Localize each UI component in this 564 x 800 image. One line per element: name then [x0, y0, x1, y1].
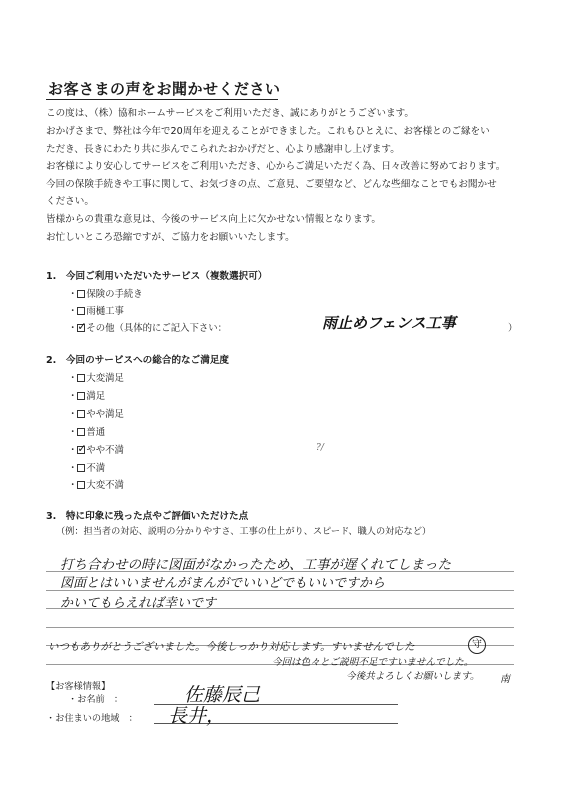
option-label: 雨樋工事: [86, 306, 124, 317]
reply-line-1: いつもありがとうございました。今後しっかり対応します。すいませんでした: [48, 641, 415, 653]
page-title: お客さまの声をお聞かせください: [48, 80, 281, 98]
bullet: ・: [68, 463, 78, 474]
bullet: ・: [68, 409, 78, 420]
checkbox[interactable]: [77, 428, 85, 436]
q2-option-very-satisfied[interactable]: [68, 370, 124, 384]
q1-title: 1. 今回ご利用いただいたサービス（複数選択可）: [46, 271, 268, 282]
q2-title: 2. 今回のサービスへの総合的なご満足度: [46, 355, 230, 366]
intro-line-6: ください。: [46, 196, 94, 207]
bullet: ・: [68, 391, 78, 402]
reply-stamp-mark: 守: [468, 636, 486, 654]
option-label: 普通: [86, 427, 106, 438]
q1-other-answer[interactable]: 雨止めフェンス工事: [322, 314, 456, 332]
bullet: ・: [68, 480, 78, 491]
customer-name-value[interactable]: 佐藤辰己: [184, 684, 261, 706]
checkbox[interactable]: [77, 290, 85, 298]
intro-line-1: この度は、（株）協和ホームサービスをご利用いただき、誠にありがとうございます。: [46, 108, 415, 119]
checkbox-checked[interactable]: [77, 324, 85, 332]
q2-option-somewhat-satisfied[interactable]: [68, 406, 124, 420]
checkbox-checked[interactable]: [77, 446, 85, 454]
customer-area-label: ・お住まいの地域 ：: [46, 713, 138, 724]
intro-line-4: お客様により安心してサービスをご利用いただき、心からご満足いただく為、日々改善に努めております。: [46, 161, 506, 172]
option-label: 保険の手続き: [86, 289, 143, 300]
intro-line-5: 今回の保険手続きや工事に関して、お気づきの点、ご意見、ご要望など、どんな些細なことでもお聞かせ: [46, 179, 497, 190]
intro-line-8: お忙しいところ恐縮ですが、ご協力をお願いいたします。: [46, 232, 295, 243]
writing-line: [46, 627, 514, 628]
checkbox[interactable]: [77, 410, 85, 418]
option-label: その他（具体的にご記入下さい：: [86, 323, 228, 334]
checkbox[interactable]: [77, 307, 85, 315]
q2-option-very-dissatisfied[interactable]: [68, 477, 124, 491]
customer-name-label: ・お名前 ：: [68, 694, 124, 705]
checkbox[interactable]: [77, 374, 85, 382]
q3-answer-line-2: 図面とはいいませんがまんがでいいどでもいいですから: [60, 576, 386, 591]
pen-scribble: ?/: [316, 443, 324, 453]
bullet: ・: [68, 373, 78, 384]
intro-line-3: ただき、長きにわたり共に歩んでこられたおかげだと、心より感謝申し上げます。: [46, 144, 400, 155]
q2-option-dissatisfied[interactable]: [68, 460, 105, 474]
q1-option-gutter[interactable]: [68, 303, 124, 317]
option-label: やや満足: [86, 409, 124, 420]
checkbox[interactable]: [77, 481, 85, 489]
bullet: ・: [68, 306, 78, 317]
q3-subtitle: （例：担当者の対応、説明の分かりやすさ、工事の仕上がり、スピード、職人の対応など）: [56, 526, 432, 537]
option-label: 満足: [86, 391, 106, 402]
bullet: ・: [68, 289, 78, 300]
q3-answer-line-3: かいてもらえれば幸いです: [60, 596, 217, 611]
option-label: 大変満足: [86, 373, 124, 384]
reply-signature: 南: [500, 674, 510, 685]
q1-close-paren: ）: [508, 323, 518, 334]
intro-line-2: おかげさまで、弊社は今年で20周年を迎えることができました。これもひとえに、お客様とのご縁をい: [46, 126, 490, 137]
q1-option-insurance[interactable]: [68, 286, 143, 300]
customer-area-value[interactable]: 長井，: [168, 705, 226, 727]
q2-option-somewhat-dissatisfied[interactable]: [68, 442, 124, 456]
bullet: ・: [68, 445, 78, 456]
option-label: 大変不満: [86, 480, 124, 491]
q2-option-satisfied[interactable]: [68, 388, 105, 402]
q2-option-neutral[interactable]: [68, 424, 105, 438]
option-label: 不満: [86, 463, 106, 474]
bullet: ・: [68, 323, 78, 334]
reply-line-2: 今回は色々とご説明不足ですいませんでした。: [272, 657, 474, 668]
checkbox[interactable]: [77, 392, 85, 400]
q1-option-other[interactable]: [68, 320, 227, 334]
q3-title: 3. 特に印象に残った点やご評価いただけた点: [46, 511, 249, 522]
q3-answer-line-1: 打ち合わせの時に図面がなかったため、工事が遅くれてしまった: [60, 557, 451, 573]
reply-line-3: 今後共よろしくお願いします。: [346, 671, 480, 682]
title-underline: [46, 99, 278, 100]
bullet: ・: [68, 427, 78, 438]
intro-line-7: 皆様からの貴重な意見は、今後のサービス向上に欠かせない情報となります。: [46, 214, 382, 225]
checkbox[interactable]: [77, 464, 85, 472]
customer-info-header: 【お客様情報】: [46, 681, 111, 692]
option-label: やや不満: [86, 445, 124, 456]
